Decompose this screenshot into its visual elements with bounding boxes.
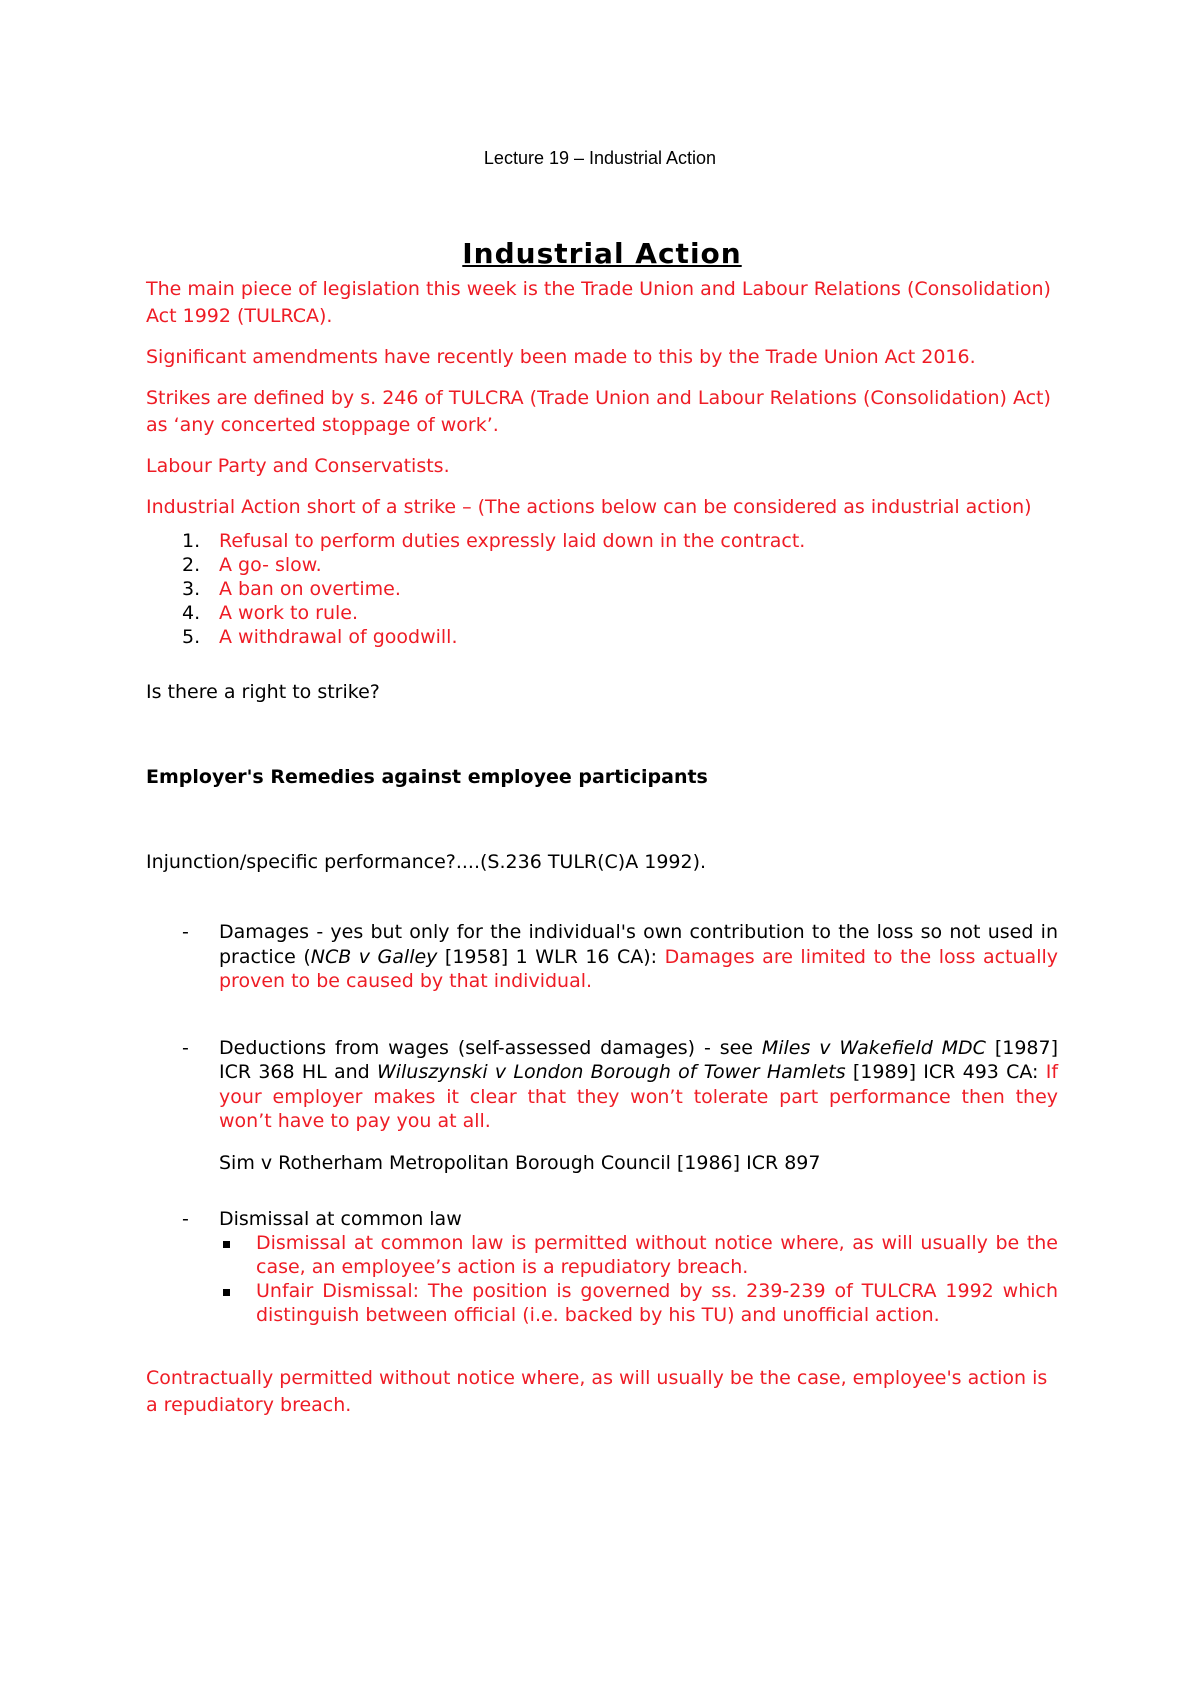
- list-item: [146, 1279, 1058, 1327]
- deductions-item: [146, 1036, 1058, 1134]
- damages-item: [146, 920, 1058, 994]
- deductions-note: If your employer makes it clear that they won’t tolerate part performance then they won’t have to pay you at all.: [219, 1061, 1059, 1132]
- damages-citation: [1958] 1 WLR 16 CA):: [437, 945, 665, 968]
- page-header: Lecture 19 – Industrial Action: [483, 148, 717, 168]
- list-text: A ban on overtime.: [219, 578, 401, 600]
- industrial-action-list: [146, 529, 1058, 649]
- intro-paragraph-3: Strikes are defined by s. 246 of TULCRA (Trade Union and Labour Relations (Consolidation) Act) as ‘any concerted stoppage of work’.: [146, 387, 1051, 436]
- list-number: 4.: [182, 602, 201, 624]
- square-bullet-icon: [223, 1289, 230, 1296]
- document-title: Industrial Action: [462, 237, 742, 270]
- case-name-ncb-v-galley: NCB v Galley: [310, 945, 438, 968]
- dash-marker: -: [182, 921, 189, 943]
- dash-marker: -: [182, 1207, 189, 1230]
- right-to-strike-question: Is there a right to strike?: [146, 681, 380, 703]
- damages-note: Damages are limited to the loss actually proven to be caused by that individual.: [219, 945, 1058, 992]
- list-text: Refusal to perform duties expressly laid down in the contract.: [219, 530, 806, 552]
- dismissal-item: [146, 1207, 1058, 1232]
- list-text: A work to rule.: [219, 602, 359, 624]
- list-item: [146, 577, 1058, 601]
- document-body: [146, 236, 1058, 1433]
- list-text: A go- slow.: [219, 554, 322, 576]
- case-name-miles-v-wakefield: Miles v Wakefield MDC: [761, 1036, 986, 1059]
- sim-case-line: Sim v Rotherham Metropolitan Borough Council [1986] ICR 897: [219, 1151, 821, 1174]
- injunction-line: Injunction/specific performance?....(S.236 TULR(C)A 1992).: [146, 851, 707, 873]
- list-text: A withdrawal of goodwill.: [219, 626, 458, 648]
- list-number: 1.: [182, 530, 201, 552]
- remedies-heading: Employer's Remedies against employee participants: [146, 766, 708, 788]
- list-item: [146, 553, 1058, 577]
- intro-paragraph-2: Significant amendments have recently been made to this by the Trade Union Act 2016.: [146, 346, 976, 368]
- list-number: 5.: [182, 626, 201, 648]
- deductions-citation-2: [1989] ICR 493 CA:: [845, 1061, 1046, 1083]
- intro-paragraph-4: Labour Party and Conservatists.: [146, 455, 450, 477]
- list-number: 3.: [182, 578, 201, 600]
- list-number: 2.: [182, 554, 201, 576]
- intro-paragraph-5: Industrial Action short of a strike – (The actions below can be considered as industrial action): [146, 496, 1032, 518]
- dash-marker: -: [182, 1036, 189, 1059]
- bullet-text: Dismissal at common law is permitted without notice where, as will usually be the case, an employee’s action is a repudiatory breach.: [256, 1232, 1058, 1278]
- list-item: [146, 625, 1058, 649]
- closing-paragraph: Contractually permitted without notice where, as will usually be the case, employee's action is a repudiatory breach.: [146, 1367, 1048, 1416]
- list-item: [146, 1231, 1058, 1279]
- dismissal-bullet-list: [146, 1231, 1058, 1327]
- dismissal-label: Dismissal at common law: [219, 1207, 462, 1230]
- list-item: [146, 529, 1058, 553]
- deductions-text: Deductions from wages (self-assessed damages) - see: [219, 1036, 762, 1059]
- case-name-wiluszynski: Wiluszynski v London Borough of Tower Hamlets: [376, 1061, 846, 1083]
- list-item: [146, 601, 1058, 625]
- bullet-text: Unfair Dismissal: The position is governed by ss. 239-239 of TULCRA 1992 which distinguish between official (i.e. backed by his TU) and unofficial action.: [256, 1280, 1058, 1326]
- damages-text: Damages - yes but only for the individual's own contribution to the loss so not used in practice (: [219, 921, 1058, 968]
- square-bullet-icon: [223, 1241, 230, 1248]
- intro-paragraph-1: The main piece of legislation this week is the Trade Union and Labour Relations (Consolidation) Act 1992 (TULRCA).: [146, 278, 1051, 327]
- deductions-citation-1: [1987] ICR 368 HL and: [219, 1036, 1059, 1083]
